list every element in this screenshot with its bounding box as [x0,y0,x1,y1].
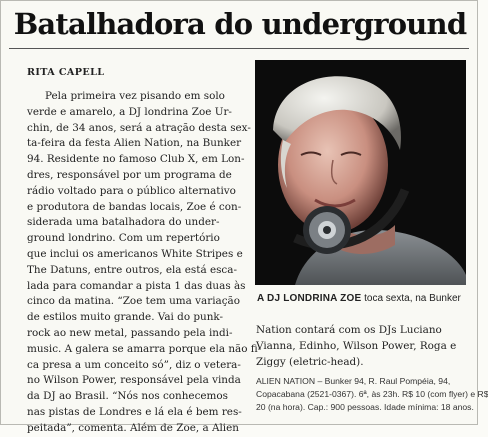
dj-portrait-image [255,60,466,285]
event-info [256,375,488,413]
body-line: da DJ ao Brasil. “Nós nos conhecemos [27,390,228,403]
body-line: 94. Residente no famoso Club X, em Lon- [27,153,245,166]
body-line: Pela primeira vez pisando em solo [45,90,225,102]
body-line: rádio voltado para o público alternativo [27,184,236,197]
info-line: Copacabana (2521-0367). 6ª, às 23h. R$ 10 (com flyer) e R$ [256,388,488,399]
body-line: e produtora de bandas locais, Zoe é con- [27,200,242,213]
article-body-left-column [27,89,262,437]
caption-text: toca sexta, na Bunker [364,293,461,304]
photo-caption [257,293,461,304]
headline-rule [9,48,469,49]
body-line: Ziggy (eletric-head). [256,355,364,368]
body-line: rock ao new metal, passando pela indi- [27,326,233,339]
body-line: The Datuns, entre outros, ela está esca- [27,263,237,276]
body-line: nas pistas de Londres e lá ela é bem res- [27,405,242,418]
body-line: siderada uma batalhadora do under- [27,216,220,229]
dj-photo [255,60,466,285]
body-line: music. A galera se amarra porque ela não fi- [27,342,262,355]
body-line: de estilos muito grande. Vai do punk- [27,311,224,324]
body-line: ta-feira da festa Alien Nation, na Bunker [27,137,242,150]
body-line: que inclui os americanos White Stripes e [27,247,243,260]
body-line: Nation contará com os DJs Luciano [256,324,442,336]
body-line: cinco da matina. “Zoe tem uma variação [27,295,240,308]
info-line: ALIEN NATION – Bunker 94, R. Raul Pompéia, 94, [256,376,451,386]
body-line: peitada”, comenta. Além de Zoe, a Alien [27,421,239,434]
byline: RITA CAPELL [27,67,105,78]
body-line: verde e amarelo, a DJ londrina Zoe Ur- [27,105,232,118]
article-body-right-column [256,323,466,370]
body-line: no Wilson Power, responsável pela vinda [27,374,241,387]
caption-name: A DJ LONDRINA ZOE [257,293,362,304]
body-line: Vianna, Edinho, Wilson Power, Roga e [256,339,457,352]
body-line: lada para comandar a pista 1 das duas às [27,279,246,292]
body-line: ground londrino. Com um repertório [27,232,220,245]
body-line: dres, responsável por um programa de [27,168,232,181]
body-line: ca presa a um conceito só”, diz o vetera- [27,358,241,371]
body-line: chin, de 34 anos, será a atração desta sex- [27,121,251,134]
headline: Batalhadora do underground [13,7,467,41]
info-line: 20 (na hora). Cap.: 900 pessoas. Idade mínima: 18 anos. [256,401,474,412]
